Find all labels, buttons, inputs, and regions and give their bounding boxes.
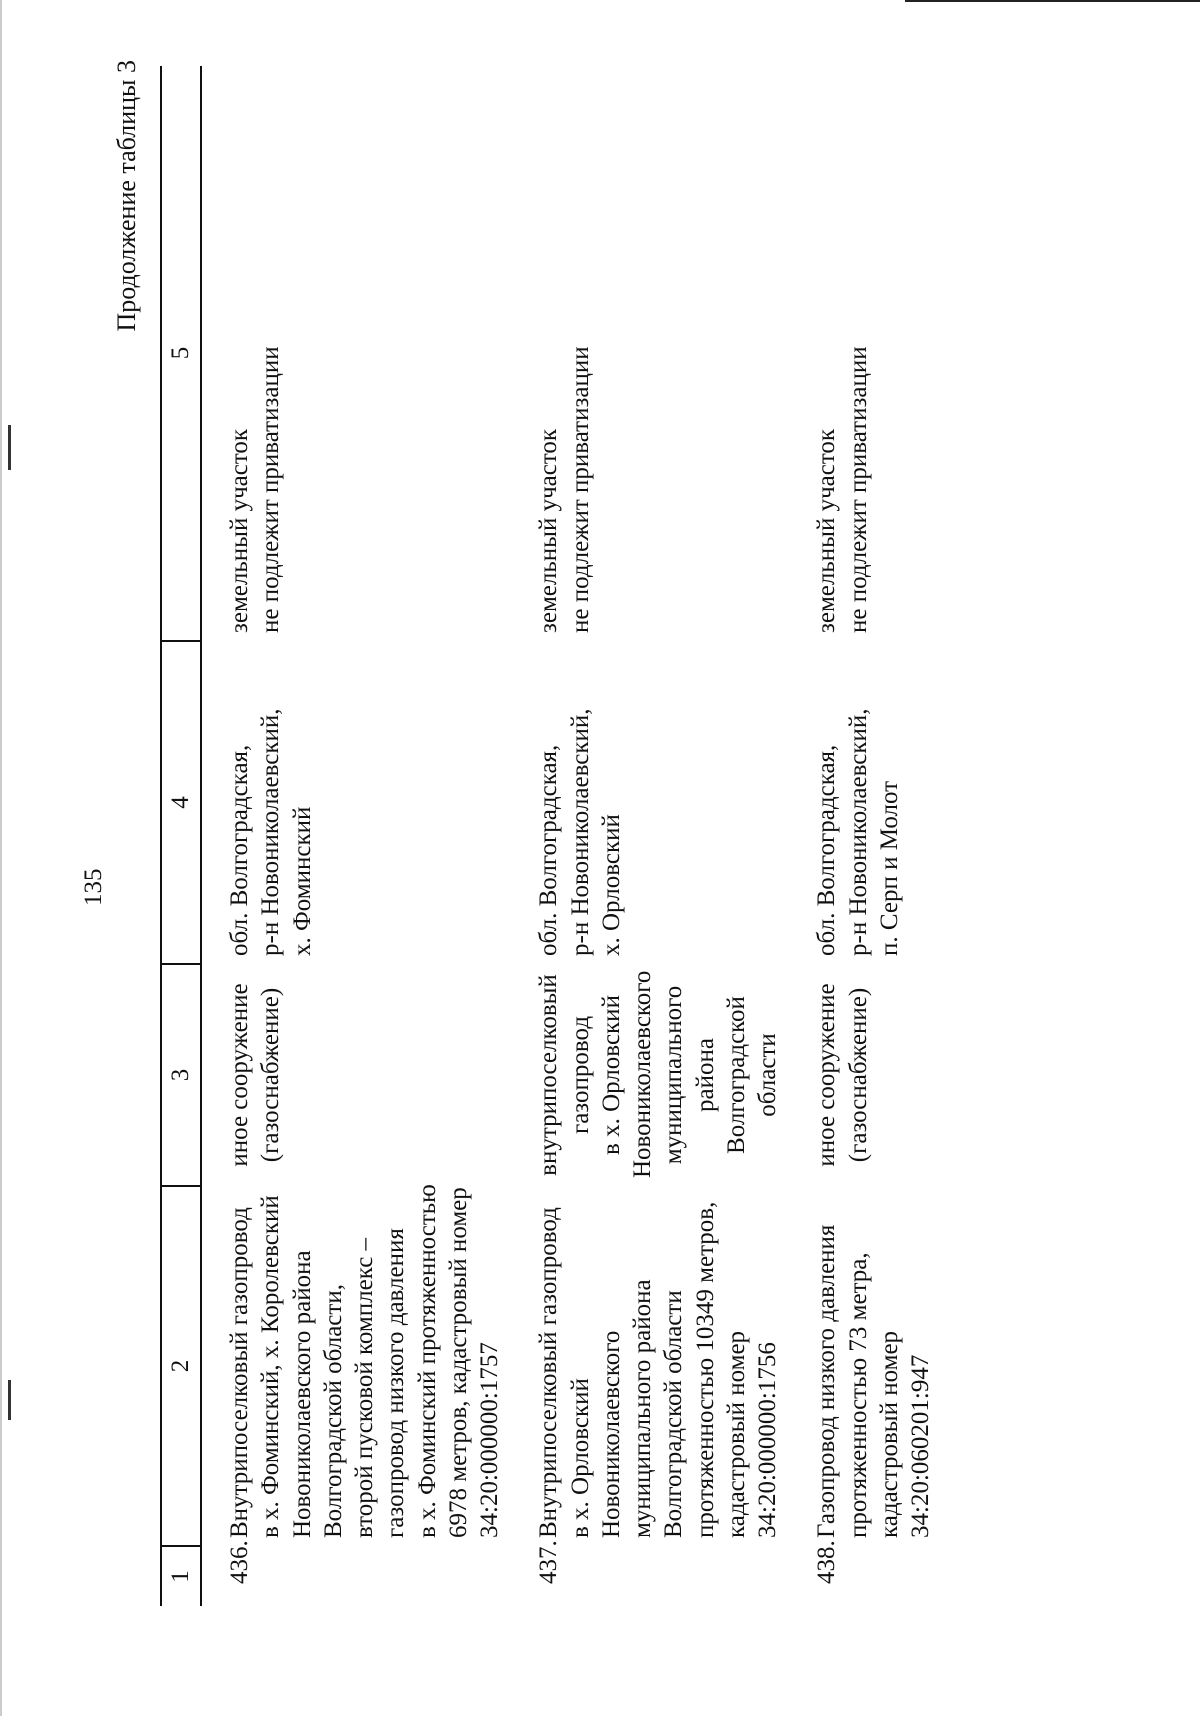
text-line: протяженностью 73 метра, xyxy=(844,1252,872,1538)
property-table xyxy=(160,66,964,1606)
table-row xyxy=(533,66,811,1606)
text-line: кадастровый номер xyxy=(722,1330,750,1538)
table-row xyxy=(811,66,964,1606)
column-header: 3 xyxy=(161,964,201,1186)
text-line: в х. Фоминский протяженностью xyxy=(413,1184,441,1538)
column-header: 2 xyxy=(161,1186,201,1546)
text-line: района xyxy=(691,1038,719,1112)
text-line: 6978 метров, кадастровый номер xyxy=(444,1187,472,1538)
address-cell xyxy=(811,641,964,964)
text-line: обл. Волгоградская, xyxy=(535,744,563,956)
column-header: 4 xyxy=(161,641,201,964)
row-number-cell: 438. xyxy=(813,1540,841,1584)
text-line: земельный участок xyxy=(535,428,563,633)
text-line: 34:20:000000:1756 xyxy=(754,1342,781,1538)
address-cell xyxy=(533,641,811,964)
text-line: р-н Новониколаевский, xyxy=(566,708,594,956)
text-line: протяженностью 10349 метров, xyxy=(691,1201,719,1538)
address-cell xyxy=(201,641,533,964)
object-type-cell xyxy=(201,964,533,1186)
text-line: Волгоградской области xyxy=(660,1290,688,1538)
text-line: кадастровый номер xyxy=(875,1330,903,1538)
text-line: обл. Волгоградская, xyxy=(226,744,253,956)
object-type-cell xyxy=(811,964,964,1186)
text-line: (газоснабжение) xyxy=(257,987,285,1163)
text-line: иное сооружение xyxy=(226,983,253,1167)
text-line: 34:20:060201:947 xyxy=(907,1354,934,1538)
column-header: 5 xyxy=(161,66,201,641)
text-line: внутрипоселковый xyxy=(535,974,563,1176)
text-line: р-н Новониколаевский, xyxy=(257,708,285,956)
text-line: п. Серп и Молот xyxy=(875,780,903,956)
text-line: муниципального района xyxy=(629,1279,656,1538)
text-line: Внутрипоселковый газопровод xyxy=(535,1207,563,1538)
text-line: Новониколаевского xyxy=(629,970,656,1178)
text-line: муниципального xyxy=(660,985,688,1165)
text-line: иное сооружение xyxy=(813,983,841,1167)
text-line: Внутрипоселковый газопровод xyxy=(226,1207,253,1538)
text-line: газопровод xyxy=(566,1015,594,1135)
text-line: второй пусковой комплекс – xyxy=(351,1237,378,1538)
text-line: не подлежит приватизации xyxy=(844,346,872,633)
text-line: х. Фоминский xyxy=(288,806,316,956)
text-line: не подлежит приватизации xyxy=(257,346,285,633)
page-number: 135 xyxy=(80,868,107,906)
note-cell xyxy=(533,66,811,641)
text-line: в х. Орловский xyxy=(566,1378,594,1538)
row-number-cell: 436. xyxy=(226,1540,253,1584)
table-caption: Продолжение таблицы 3 xyxy=(112,60,141,332)
text-line: газопровод низкого давления xyxy=(382,1228,410,1538)
text-line: земельный участок xyxy=(813,428,841,633)
text-line: х. Орловский xyxy=(597,814,625,956)
text-line: в х. Орловский xyxy=(597,995,625,1155)
text-line: Волгоградской области, xyxy=(319,1284,347,1538)
text-line: 34:20:000000:1757 xyxy=(476,1342,503,1538)
note-cell xyxy=(201,66,533,641)
text-line: обл. Волгоградская, xyxy=(813,744,841,956)
row-number-cell: 437. xyxy=(535,1540,563,1584)
note-cell xyxy=(811,66,964,641)
text-line: в х. Фоминский, х. Королевский xyxy=(257,1195,285,1538)
object-type-cell xyxy=(533,964,811,1186)
object-name-cell xyxy=(201,1186,533,1546)
text-line: (газоснабжение) xyxy=(844,987,872,1163)
text-line: Новониколаевского xyxy=(597,1330,625,1538)
table-row xyxy=(201,66,533,1606)
text-line: Новониколаевского района xyxy=(288,1250,316,1538)
text-line: Газопровод низкого давления xyxy=(813,1224,841,1538)
object-name-cell xyxy=(533,1186,811,1546)
table-header-row xyxy=(161,66,201,1606)
object-name-cell xyxy=(811,1186,964,1546)
column-header: 1 xyxy=(161,1546,201,1606)
text-line: Волгоградской xyxy=(722,996,750,1154)
text-line: земельный участок xyxy=(226,428,253,633)
text-line: не подлежит приватизации xyxy=(566,346,594,633)
text-line: области xyxy=(754,1033,781,1117)
table-body xyxy=(201,66,964,1606)
text-line: р-н Новониколаевский, xyxy=(844,708,872,956)
